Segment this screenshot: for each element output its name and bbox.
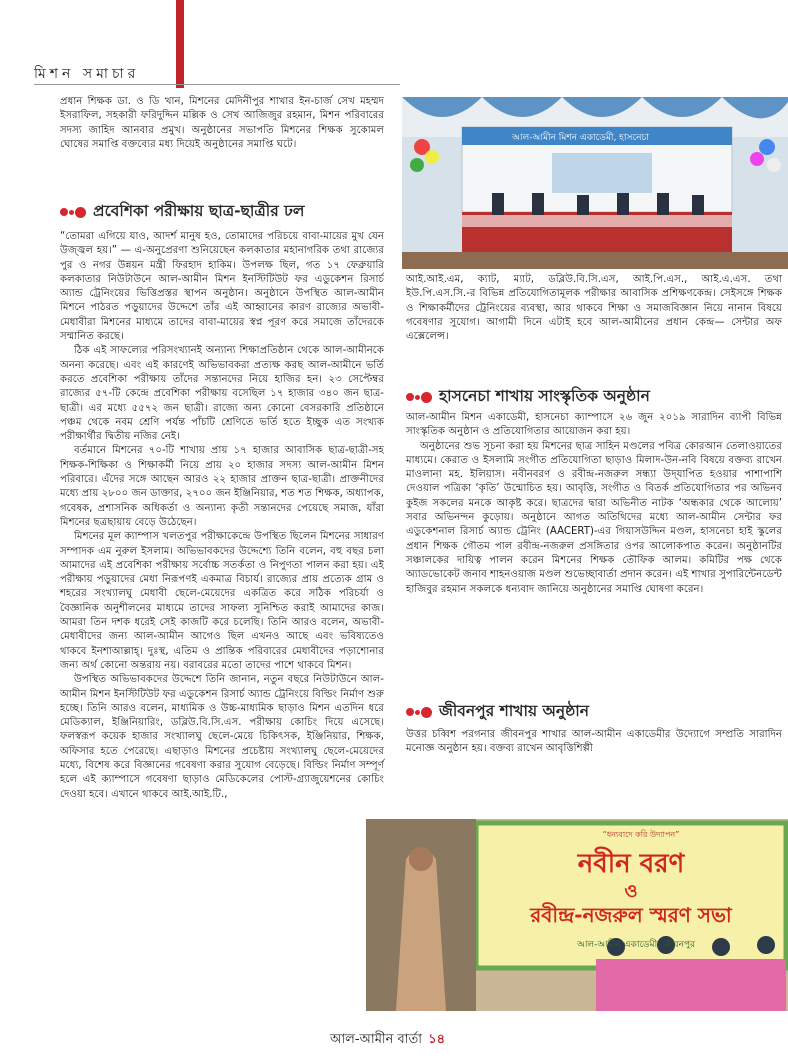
bullet-dots-icon (406, 707, 432, 718)
section-heading-hasnecha (406, 384, 650, 410)
footer-publication: আল-আমীন বার্তা (330, 1032, 423, 1047)
column-left-intro (60, 95, 384, 152)
paragraph: উত্তর চব্বিশ পরগনার জীবনপুর শাখার আল-আমীন একাডেমীর উদ্যোগে সম্প্রতি সারাদিন মনোজ্ঞ অনুষ্ঠান হয়। বক্তব্য রাখেন আবৃত্তিশিল্পী (406, 729, 782, 755)
page-number: ১৪ (428, 1032, 446, 1047)
bullet-dots-icon (406, 392, 432, 403)
paragraph: মিশনের মূল ক্যাম্পাস খলতপুর পরীক্ষাকেন্দ্রে উপস্থিত ছিলেন মিশনের সাধারণ সম্পাদক এম নুরুল ইসলাম। অভিভাবকদের উদ্দেশ্যে তিনি বলেন, বহু বছর চলা আমাদের এই প্রবেশিকা পরীক্ষায় সর্বোচ্চ সতর্কতা ও নিপুণতা পালন করা হয়। এই পরীক্ষায় পড়ুয়াদের মেধা নিরূপণই একমাত্র বিচার্য। রাজ্যের প্রায় প্রত্যেক গ্রাম ও শহরের সংখ্যালঘু মেধাবী ছেলে-মেয়েদের একত্রিত করে সঠিক পরিচর্যা ও বৈজ্ঞানিক অনুশীলনের মাধ্যমে তাদের সাফল্য সুনিশ্চিত করাই আমাদের কাজ। আমরা তিন দশক ধরেই সেই কাজটি করে চলেছি। তিনি আরও বলেন, অভাবী-মেধাবীদের জন্য আল-আমীন আগেও ছিল এখনও আছে এবং ভবিষ্যতেও থাকবে ইনশাআল্লাহ্। দুঃস্থ, এতিম ও প্রান্তিক পরিবারের মেধাবীদের পড়াশোনার জন্য অর্থ কোনো অন্তরায় নয়। বরাবরের মতো তাদের পাশে থাকবে মিশন। (60, 531, 384, 671)
event-photo-jibanpur (366, 819, 788, 1011)
banner-line-1: নবীন বরণ (577, 849, 685, 879)
bullet-dots-icon (60, 207, 86, 218)
heading-text: হাসনেচা শাখায় সাংস্কৃতিক অনুষ্ঠান (439, 387, 650, 405)
heading-text: জীবনপুর শাখায় অনুষ্ঠান (439, 702, 590, 720)
paragraph: আল-আমীন মিশন একাডেমী, হাসনেচা ক্যাম্পাসে ২৬ জুন ২০১৯ সারাদিন ব্যাপী বিভিন্ন সাংস্কৃতিক অনুষ্ঠান ও প্রতিযোগিতার আয়োজন করা হয়। (406, 412, 782, 438)
paragraph: প্রধান শিক্ষক ডা. ও ডি খান, মিশনের মেদিনীপুর শাখার ইন-চার্জ সেখ মহম্মদ ইসরাফিল, সহকারী ফরিদুদ্দিন মল্লিক ও সেখ আজিজুর রহমান, মিশন পরিবারের সদস্য জাহিদ আনবার প্রমুখ। অনুষ্ঠানের সভাপতি মিশনের শিক্ষক সুকোমল ঘোষের সমাপ্তি বক্তব্যের মধ্য দিয়েই অনুষ্ঠানের সমাপ্তি ঘটে। (60, 96, 384, 150)
paragraph: “তোমরা এগিয়ে যাও, আদর্শ মানুষ হও, তোমাদের পরিচয়ে বাবা-মায়ের মুখ যেন উজ্জ্বল হয়।” — এ-অনুপ্রেরণা শুনিয়েছেন কলকাতার মহানাগরিক তথা রাজ্যের পুর ও নগর উন্নয়ন মন্ত্রী ফিরহাদ হাকিম। উপলক্ষ ছিল, গত ১৭ ফেব্রুয়ারি কলকাতার নিউটাউনে আল-আমীন মিশন ইনস্টিটিউট ফর এডুকেশন রিসার্চ অ্যান্ড ট্রেনিংয়ের ভিত্তিপ্রস্তর স্থাপন অনুষ্ঠান। অনুষ্ঠানে উপস্থিত আল-আমীন মিশনে পাঠরত পড়ুয়াদের উদ্দেশে তাঁর এই আহ্বানের কারণ রাজ্যের অভাবী-মেধাবীরা মিশনের মাধ্যমে তাদের বাবা-মায়ের স্বপ্ন পূরণ করে সমাজে তাঁদেরকে সম্মানিত করছে। (60, 231, 384, 343)
stage-illustration (402, 97, 788, 269)
paragraph: আই.আই.এম, ক্যাট, ম্যাট, ডব্লিউ.বি.সি.এস, আই.পি.এস., আই.এ.এস. তথা ইউ.পি.এস.সি.-র বিভিন্ন প্রতিযোগিতামূলক পরীক্ষার আবাসিক প্রশিক্ষণকেন্দ্র। সেইসঙ্গে শিক্ষক ও শিক্ষাকর্মীদের ট্রেনিংয়ের ব্যবস্থা, আর থাকবে শিক্ষা ও সমাজবিজ্ঞান নিয়ে নানান বিষয়ে গবেষণার সুযোগ। আগামী দিনে এটাই হবে আল-আমীনের প্রধান কেন্দ্র— সেন্টার অফ এক্সেলেন্স। (406, 274, 782, 343)
column-right-hasnecha (406, 411, 782, 597)
page-footer (330, 1030, 445, 1051)
column-left-body (60, 230, 384, 802)
header-accent-bar (176, 0, 184, 88)
stage-banner-text: আল-আমীন মিশন একাডেমী, হাসনেচা (512, 133, 649, 143)
banner-tagline: “ধন্যবাদে করি উদ্যাপন” (602, 830, 680, 839)
heading-text: প্রবেশিকা পরীক্ষায় ছাত্র-ছাত্রীর ঢল (93, 202, 305, 220)
event-photo-stage (402, 97, 788, 269)
column-right-jibanpur (406, 728, 782, 757)
column-right-top (406, 273, 782, 344)
paragraph: ঠিক এই সাফল্যের পরিসংখ্যানই অন্যান্য শিক্ষাপ্রতিষ্ঠান থেকে আল-আমীনকে অনন্য করেছে। এবং এই কারণেই অভিভাবকরা প্রত্যক্ষ করছ আল-আমীনে ভর্তি করতে প্রবেশিকা পরীক্ষায় তাঁদের সন্তানদের নিয়ে হাজির হন। ২৩ সেপ্টেম্বর রাজ্যের ৫৭-টি কেন্দ্রে প্রবেশিকা পরীক্ষায় বসেছিল ১৭ হাজার ৩৪০ জন ছাত্র-ছাত্রী। এর মধ্যে ৫৫৭২ জন ছাত্রী। রাজ্যে অন্য কোনো বেসরকারি প্রতিষ্ঠানে পঞ্চম থেকে নবম শ্রেণি পর্যন্ত পাঁচটি শ্রেণিতে ভর্তি হতে ইচ্ছুক এত সংখ্যক পরীক্ষার্থীর দ্বিতীয় নজির নেই। (60, 345, 384, 443)
section-heading-jibanpur (406, 699, 589, 725)
banner-line-3: রবীন্দ্র-নজরুল স্মরণ সভা (530, 903, 732, 927)
banner-footer-text: আল-আমীন একাডেমী, জীবনপুর (576, 940, 696, 950)
banner-line-2: ও (624, 881, 638, 902)
paragraph: অনুষ্ঠানের শুভ সূচনা করা হয় মিশনের ছাত্র সাহিন মণ্ডলের পবিত্র কোরআন তেলাওয়াতের মাধ্যমে। কেরাত ও ইসলামি সংগীত প্রতিযোগিতা ছাড়াও মিলাদ-উন-নবি বিষয়ে বক্তব্য রাখেন মাওলানা মহ. ইলিয়াস। নবীনবরণ ও রবীন্দ্র-নজরুল সন্ধ্যা উদ্‌যাপিত হওয়ার পাশাপাশি দেওয়াল পত্রিকা ‘কৃতি’ উন্মোচিত হয়। আবৃত্তি, সংগীত ও বিতর্ক প্রতিযোগিতার পর অভিনব কুইজ সকলের মনকে আকৃষ্ট করে। ছাত্রদের দ্বারা অভিনীত নাটক ‘অন্ধকার থেকে আলোয়’ সবার অভিনন্দন কুড়োয়। অনুষ্ঠানে আগত অতিথিদের মধ্যে আল-আমীন সেন্টার ফর এডুকেশনাল রিসার্চ অ্যান্ড ট্রেনিং (AACERT)-এর গিয়াসউদ্দিন মণ্ডল, হাসনেচা হাই স্কুলের প্রধান শিক্ষক গৌতম পাল রবীন্দ্র-নজরুল প্রসঙ্গিতার ওপর আলোকপাত করেন। অনুষ্ঠানটির সঞ্চালকের দায়িত্ব পালন করেন মিশনের শিক্ষক তৌফিক আলম। কমিটির পক্ষ থেকে অ্যাডভোকেট জনাব শাহনওয়াজ মণ্ডল শুভেচ্ছাবার্তা প্রদান করেন। এই শাখার সুপারিন্টেনডেন্ট হাজিবুর রহমান সকলকে ধন্যবাদ জানিয়ে অনুষ্ঠানের সমাপ্তি ঘোষণা করেন। (406, 440, 782, 595)
running-head: মিশন সমাচার (34, 66, 140, 82)
paragraph: বর্তমানে মিশনের ৭০-টি শাখায় প্রায় ১৭ হাজার আবাসিক ছাত্র-ছাত্রী-সহ শিক্ষক-শিক্ষিকা ও শিক্ষাকর্মী নিয়ে প্রায় ২০ হাজার সদস্য আল-আমীন মিশন পরিবারে। এঁদের সঙ্গে আছেন আরও ২২ হাজার প্রাক্তন ছাত্র-ছাত্রী। প্রাক্তনীদের মধ্যে প্রায় ২৮০০ জন ডাক্তার, ২৭০০ জন ইঞ্জিনিয়ার, শত শত শিক্ষক, অধ্যাপক, গবেষক, প্রশাসনিক অধিকর্তা ও অন্যান্য কৃতী সন্তানদের পেয়েছে সমাজ, যাঁরা মিশনের ছত্রছায়ায় বেড়ে উঠেছেন। (60, 445, 384, 528)
paragraph: উপস্থিত অভিভাবকদের উদ্দেশে তিনি জানান, নতুন বছরে নিউটাউনে আল-আমীন মিশন ইনস্টিটিউট ফর এডুকেশন রিসার্চ অ্যান্ড ট্রেনিংয়ে বিল্ডিং নির্মাণ শুরু হচ্ছে। তিনি আরও বলেন, মাধ্যমিক ও উচ্চ-মাধ্যমিক ছাড়াও মিশন এতদিন ধরে মেডিক্যাল, ইঞ্জিনিয়ারিং, ডব্লিউ.বি.সি.এস. পরীক্ষায় কোচিং দিয়ে এসেছে। ফলস্বরূপ কয়েক হাজার সংখ্যালঘু ছেলে-মেয়ে চিকিৎসক, ইঞ্জিনিয়ার, শিক্ষক, অফিসার হতে পেরেছে। এছাড়াও মিশনের প্রচেষ্টায় সংখ্যালঘু ছেলে-মেয়েদের মধ্যে, বিশেষ করে বিজ্ঞানের গবেষণা করার সুযোগ বেড়েছে। বিল্ডিং নির্মাণ সম্পূর্ণ হলে এই ক্যাম্পাসে গবেষণা ছাড়াও মেডিকেলের পোস্ট-গ্র্যাজুয়েশনের কোচিং দেওয়া হবে। এখানে থাকবে আই.আই.টি., (60, 674, 384, 800)
section-heading-admission (60, 199, 305, 225)
header-rule (34, 84, 400, 85)
